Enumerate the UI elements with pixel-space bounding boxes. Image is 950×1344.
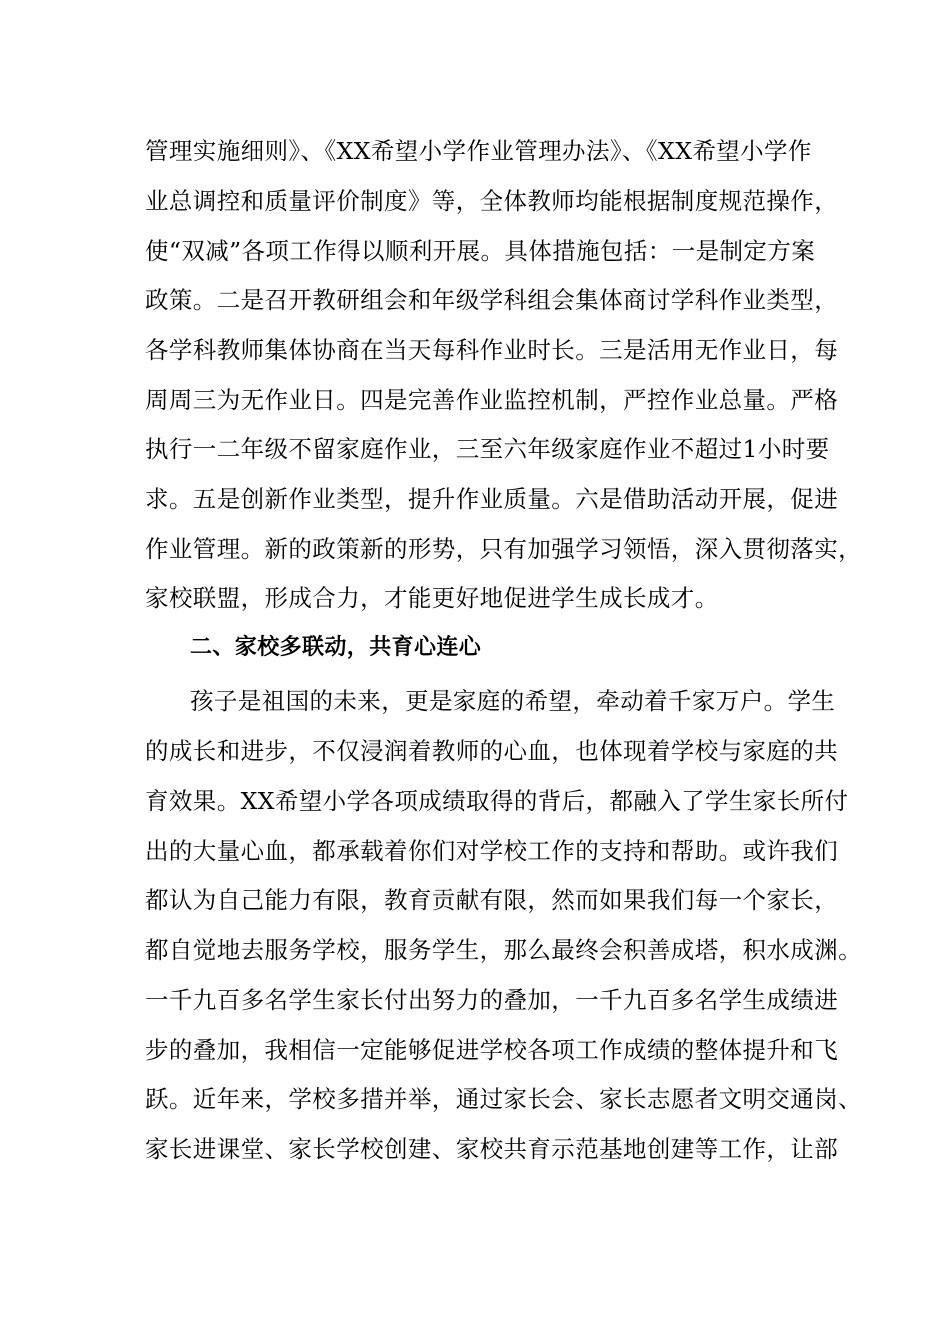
paragraph-1-line-8: 求。五是创新作业类型，提升作业质量。六是借助活动开展，促进 <box>145 485 839 513</box>
paragraph-2-line-9: 跃。近年来，学校多措并举，通过家长会、家长志愿者文明交通岗、 <box>145 1085 862 1113</box>
paragraph-2-line-1: 孩子是祖国的未来，更是家庭的希望，牵动着千家万户。学生 <box>190 687 836 715</box>
paragraph-2-line-4: 出的大量心血，都承载着你们对学校工作的支持和帮助。或许我们 <box>145 837 839 865</box>
paragraph-1-line-4: 政策。二是召开教研组会和年级学科组会集体商讨学科作业类型， <box>145 286 839 314</box>
paragraph-1-line-3: 使“双减”各项工作得以顺利开展。具体措施包括：一是制定方案 <box>145 237 816 265</box>
paragraph-1-line-5: 各学科教师集体协商在当天每科作业时长。三是活用无作业日，每 <box>145 336 839 364</box>
paragraph-1-line-10: 家校联盟，形成合力，才能更好地促进学生成长成才。 <box>145 584 719 612</box>
paragraph-2-line-5: 都认为自己能力有限，教育贡献有限，然而如果我们每一个家长， <box>145 886 839 914</box>
paragraph-1-line-1: 管理实施细则》、《XX希望小学作业管理办法》、《XX希望小学作 <box>145 137 812 165</box>
paragraph-2-line-2: 的成长和进步，不仅浸润着教师的心血，也体现着学校与家庭的共 <box>145 737 839 765</box>
paragraph-2-line-8: 步的叠加，我相信一定能够促进学校各项工作成绩的整体提升和飞 <box>145 1036 839 1064</box>
paragraph-2-line-10: 家长进课堂、家长学校创建、家校共育示范基地创建等工作，让部 <box>145 1135 839 1163</box>
paragraph-1-line-7: 执行一二年级不留家庭作业，三至六年级家庭作业不超过1小时要 <box>145 435 830 463</box>
paragraph-2-line-7: 一千九百多名学生家长付出努力的叠加，一千九百多名学生成绩进 <box>145 986 839 1014</box>
paragraph-1-line-2: 业总调控和质量评价制度》等，全体教师均能根据制度规范操作， <box>145 187 839 215</box>
paragraph-2-line-6: 都自觉地去服务学校，服务学生，那么最终会积善成塔，积水成渊。 <box>145 936 862 964</box>
paragraph-2-line-3: 育效果。XX希望小学各项成绩取得的背后，都融入了学生家长所付 <box>145 787 849 815</box>
paragraph-1-line-6: 周周三为无作业日。四是完善作业监控机制，严控作业总量。严格 <box>145 386 839 414</box>
paragraph-1-line-9: 作业管理。新的政策新的形势，只有加强学习领悟，深入贯彻落实， <box>145 535 862 563</box>
section-heading: 二、家校多联动，共育心连心 <box>190 635 482 660</box>
